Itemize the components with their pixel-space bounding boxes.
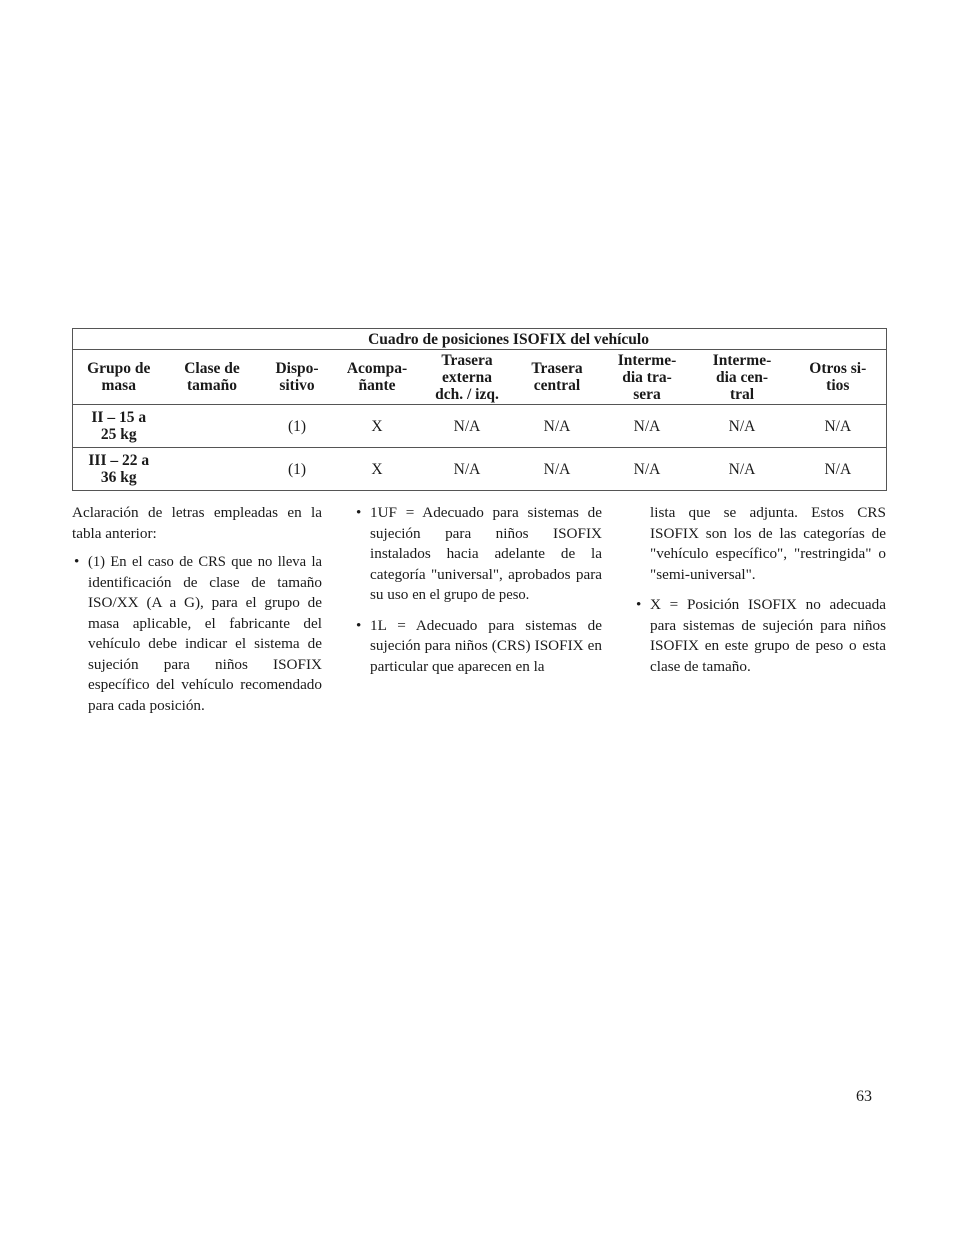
table-cell: (1) bbox=[260, 448, 335, 491]
page-number: 63 bbox=[856, 1088, 872, 1105]
legend-list bbox=[634, 503, 886, 677]
text-column-1 bbox=[72, 503, 322, 726]
bullet-text: 1L = Adecuado para sistemas de sujeción para niños (CRS) ISOFIX en particular que aparecen en la bbox=[370, 616, 602, 675]
bullet-text: X = Posición ISOFIX no adecuada para sistemas de sujeción para niños ISOFIX en este grupo de peso o esta clase de tamaño. bbox=[650, 596, 886, 675]
table-cell: X bbox=[335, 405, 420, 448]
table-cell: N/A bbox=[420, 405, 515, 448]
table-row bbox=[73, 405, 887, 448]
table-caption: Cuadro de posiciones ISOFIX del vehículo bbox=[73, 329, 887, 350]
bullet-text-lead: (1) En el caso de CRS que no lleva la bbox=[88, 554, 322, 570]
table-cell: II – 15 a 25 kg bbox=[73, 405, 165, 448]
header-otros-sitios: Otros si- tios bbox=[790, 350, 887, 405]
table-cell: N/A bbox=[790, 448, 887, 491]
header-grupo-de-masa: Grupo de masa bbox=[73, 350, 165, 405]
isofix-positions-table bbox=[72, 328, 887, 491]
table-row bbox=[73, 448, 887, 491]
table-cell: X bbox=[335, 448, 420, 491]
table-cell: N/A bbox=[790, 405, 887, 448]
list-item bbox=[354, 616, 602, 678]
header-acompanante: Acompa- ñante bbox=[335, 350, 420, 405]
table-cell: III – 22 a 36 kg bbox=[73, 448, 165, 491]
table-cell: N/A bbox=[695, 448, 790, 491]
bullet-text: 1UF = Adecuado para sistemas de sujeción para niños ISOFIX instalados hacia adelante de la categoría "universal", aprobados para su uso bbox=[370, 504, 602, 603]
table-cell: (1) bbox=[260, 405, 335, 448]
list-item bbox=[354, 503, 602, 606]
legend-intro: Aclaración de letras empleadas en la tabla anterior: bbox=[72, 504, 322, 542]
list-item bbox=[72, 552, 322, 716]
table-cell: N/A bbox=[600, 448, 695, 491]
header-dispositivo: Dispo- sitivo bbox=[260, 350, 335, 405]
bullet-text: identificación de clase de tamaño ISO/XX (A a G), para el grupo de masa aplicable, el fabricante del vehículo debe indicar el sistema de sujeción para niños ISOFIX específico del vehículo recomendado para cada posición. bbox=[88, 573, 322, 714]
table-header-row bbox=[73, 350, 887, 405]
legend-list bbox=[72, 552, 322, 716]
bullet-text-tail: en el grupo de peso. bbox=[412, 587, 530, 603]
table-cell bbox=[165, 405, 260, 448]
table-cell: N/A bbox=[695, 405, 790, 448]
header-clase-de-tamano: Clase de tamaño bbox=[165, 350, 260, 405]
header-trasera-externa: Trasera externa dch. / izq. bbox=[420, 350, 515, 405]
list-item-continuation bbox=[634, 503, 886, 585]
header-intermedia-trasera: Interme- dia tra- sera bbox=[600, 350, 695, 405]
table-cell: N/A bbox=[515, 405, 600, 448]
header-intermedia-central: Interme- dia cen- tral bbox=[695, 350, 790, 405]
bullet-text: lista que se adjunta. Estos CRS ISOFIX son los de las categorías de "vehículo específico", "restringida" o "semi-universal". bbox=[650, 504, 886, 583]
table-cell: N/A bbox=[420, 448, 515, 491]
header-trasera-central: Trasera central bbox=[515, 350, 600, 405]
text-column-3 bbox=[634, 503, 886, 687]
legend-list bbox=[354, 503, 602, 677]
table-cell: N/A bbox=[515, 448, 600, 491]
table-cell bbox=[165, 448, 260, 491]
table-cell: N/A bbox=[600, 405, 695, 448]
text-column-2 bbox=[354, 503, 602, 687]
list-item bbox=[634, 595, 886, 677]
